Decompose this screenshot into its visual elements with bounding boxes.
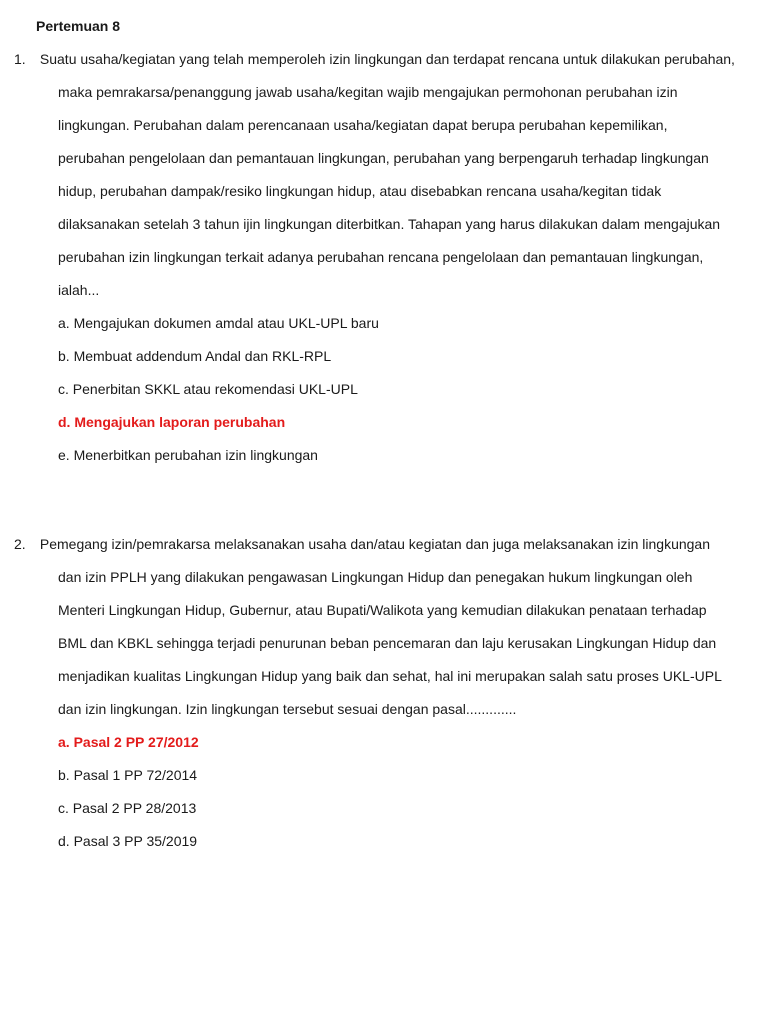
question-1 (14, 43, 736, 472)
question-1-options (36, 307, 736, 472)
question-1-stem: 1. Suatu usaha/kegiatan yang telah memperoleh izin lingkungan dan terdapat rencana untuk dilakukan perubahan, maka pemrakarsa/penanggung jawab usaha/kegitan wajib mengajukan permohonan perubahan izin lingkungan. Perubahan dalam perencanaan usaha/kegiatan dapat berupa perubahan kepemilikan, perubahan pengelolaan dan pemantauan lingkungan, perubahan yang berpengaruh terhadap lingkungan hidup, perubahan dampak/resiko lingkungan hidup, atau disebabkan rencana usaha/kegitan tidak dilaksanakan setelah 3 tahun ijin lingkungan diterbitkan. Tahapan yang harus dilakukan dalam mengajukan perubahan izin lingkungan terkait adanya perubahan rencana pengelolaan dan pemantauan lingkungan, ialah... (14, 51, 735, 298)
question-2-option-c: c. Pasal 2 PP 28/2013 (58, 800, 197, 816)
question-2 (14, 528, 736, 858)
question-2-text: Pemegang izin/pemrakarsa melaksanakan usaha dan/atau kegiatan dan juga melaksanakan izin lingkungan dan izin PPLH yang dilakukan pengawasan Lingkungan Hidup dan penegakan hukum lingkungan oleh Menteri Lingkungan Hidup, Gubernur, atau Bupati/Walikota yang kemudian dilakukan penataan terhadap BML dan KBKL sehingga terjadi penurunan beban pencemaran dan laju kerusakan Lingkungan Hidup dan menjadikan kualitas Lingkungan Hidup yang baik dan sehat, hal ini merupakan salah satu proses UKL-UPL dan izin lingkungan. Izin lingkungan tersebut sesuai dengan pasal............. (39, 536, 722, 717)
question-2-option-a-correct: a. Pasal 2 PP 27/2012 (58, 734, 199, 750)
question-2-option-d: d. Pasal 3 PP 35/2019 (58, 833, 198, 849)
question-1-option-a: a. Mengajukan dokumen amdal atau UKL-UPL baru (58, 315, 379, 331)
question-1-option-b: b. Membuat addendum Andal dan RKL-RPL (58, 348, 332, 364)
question-1-option-d-correct: d. Mengajukan laporan perubahan (58, 414, 286, 430)
question-1-option-e: e. Menerbitkan perubahan izin lingkungan (58, 447, 318, 463)
question-2-stem: 2. Pemegang izin/pemrakarsa melaksanakan usaha dan/atau kegiatan dan juga melaksanakan izin lingkungan dan izin PPLH yang dilakukan pengawasan Lingkungan Hidup dan penegakan hukum lingkungan oleh Menteri Lingkungan Hidup, Gubernur, atau Bupati/Walikota yang kemudian dilakukan penataan terhadap BML dan KBKL sehingga terjadi penurunan beban pencemaran dan laju kerusakan Lingkungan Hidup dan menjadikan kualitas Lingkungan Hidup yang baik dan sehat, hal ini merupakan salah satu proses UKL-UPL dan izin lingkungan. Izin lingkungan tersebut sesuai dengan pasal............. (14, 536, 722, 717)
page-title: Pertemuan 8 (36, 18, 121, 34)
question-2-option-b: b. Pasal 1 PP 72/2014 (58, 767, 198, 783)
question-1-option-c: c. Penerbitan SKKL atau rekomendasi UKL-UPL (58, 381, 358, 397)
question-1-text: Suatu usaha/kegiatan yang telah memperoleh izin lingkungan dan terdapat rencana untuk dilakukan perubahan, maka pemrakarsa/penanggung jawab usaha/kegitan wajib mengajukan permohonan perubahan izin lingkungan. Perubahan dalam perencanaan usaha/kegiatan dapat berupa perubahan kepemilikan, perubahan pengelolaan dan pemantauan lingkungan, perubahan yang berpengaruh terhadap lingkungan hidup, perubahan dampak/resiko lingkungan hidup, atau disebabkan rencana usaha/kegitan tidak dilaksanakan setelah 3 tahun ijin lingkungan diterbitkan. Tahapan yang harus dilakukan dalam mengajukan perubahan izin lingkungan terkait adanya perubahan rencana pengelolaan dan pemantauan lingkungan, ialah... (39, 51, 735, 298)
question-2-options (36, 726, 736, 858)
